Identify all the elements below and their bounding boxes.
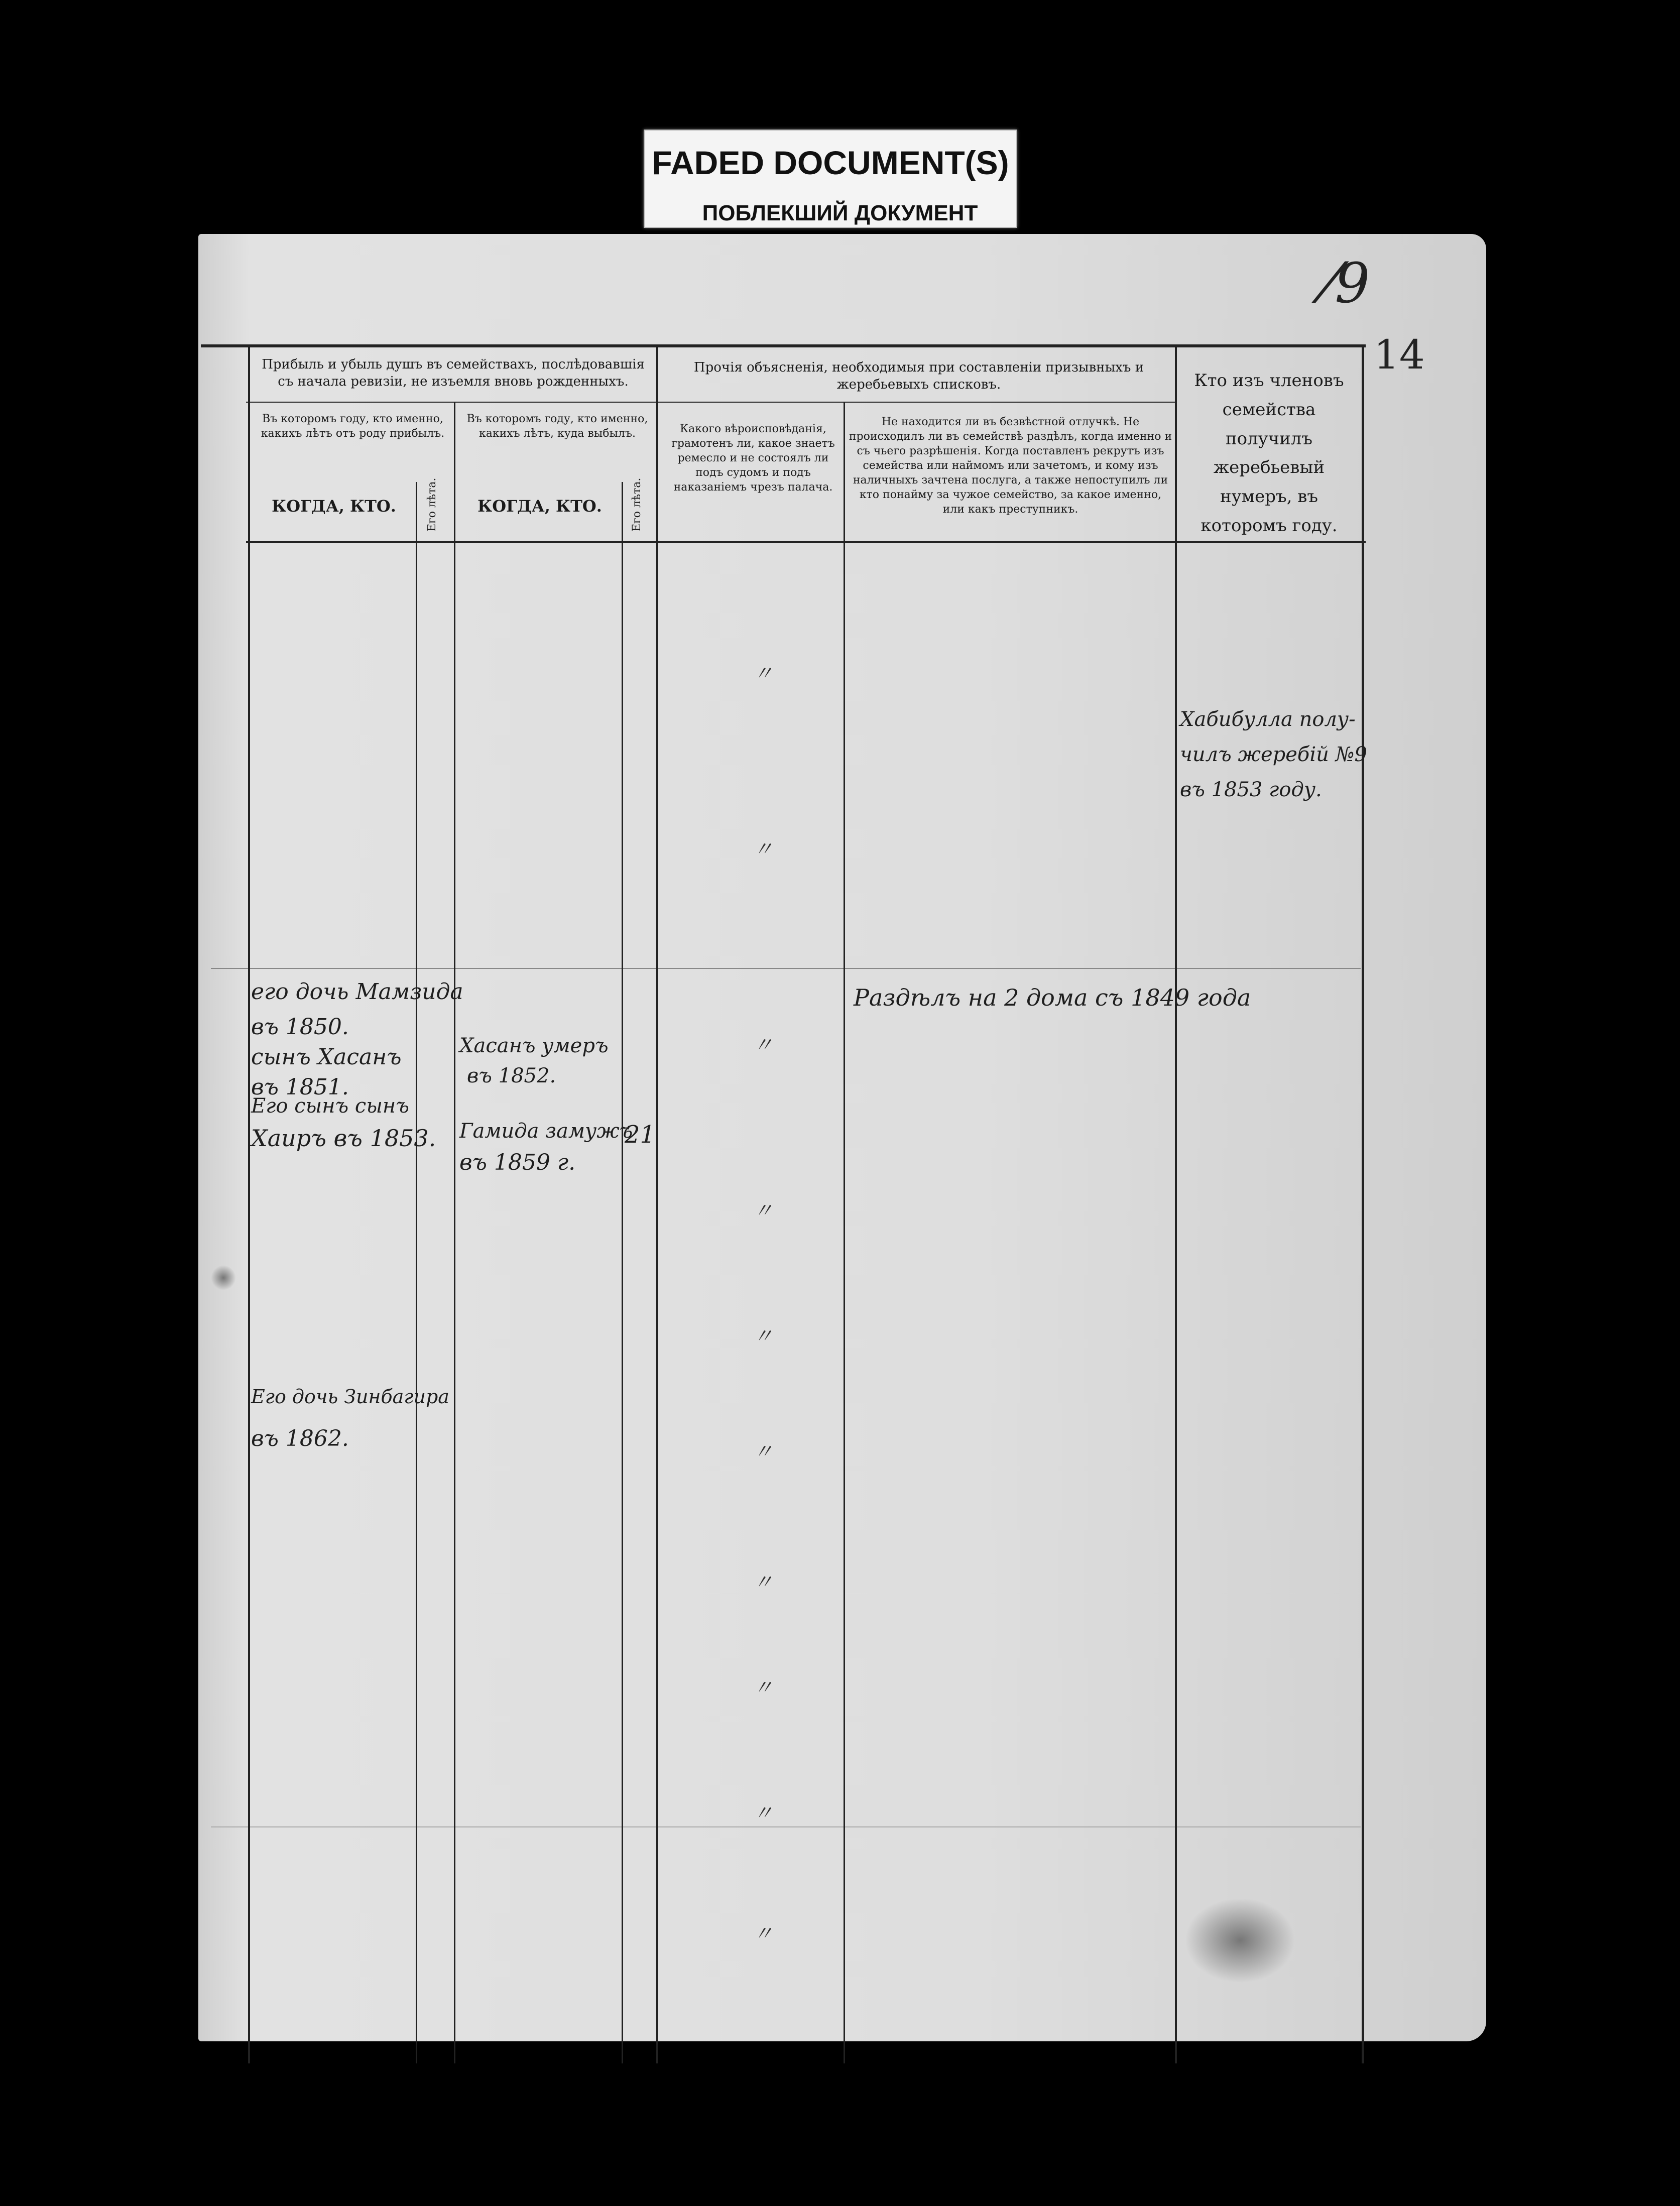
loss-entry-line-1: Хасанъ умеръ	[459, 1034, 609, 1057]
row-divider	[211, 968, 1361, 969]
loss-entry-line-2: въ 1852.	[467, 1064, 556, 1087]
column-rule	[1175, 346, 1177, 2063]
loss-entry-line-3: Гамида замужъ	[459, 1120, 633, 1143]
header-his-age-1: Его лѣта.	[426, 477, 438, 532]
ditto-mark-icon: 〃	[753, 662, 773, 685]
column-rule	[844, 402, 845, 2063]
loss-age-value: 21	[625, 1121, 656, 1149]
ditto-mark-icon: 〃	[753, 1571, 773, 1594]
stain-mark-icon	[1185, 1898, 1295, 1983]
gain-entry-line-5: Его сынъ сынъ	[251, 1094, 409, 1118]
column-rule	[656, 346, 658, 2063]
ditto-mark-icon: 〃	[753, 1922, 773, 1945]
ditto-mark-icon: 〃	[753, 838, 773, 861]
gain-entry-2-line-1: Его дочь Зинбагира	[251, 1386, 449, 1408]
label-title: FADED DOCUMENT(S)	[652, 144, 1009, 181]
lot-entry-line-1: Хабибулла полу-	[1180, 708, 1356, 731]
ditto-mark-icon: 〃	[753, 1440, 773, 1463]
ditto-mark-icon: 〃	[753, 1676, 773, 1699]
ditto-mark-icon: 〃	[753, 1034, 773, 1057]
pencil-mark-icon: ⁄9	[1326, 251, 1370, 315]
header-gain-loss: Прибыль и убыль душъ въ семействахъ, послѣдовавшія съ начала ревизіи, не изъемля вновь рожденныхъ.	[262, 357, 645, 389]
gain-entry-line-6: Хаиръ въ 1853.	[251, 1125, 436, 1152]
ditto-mark-icon: 〃	[753, 1802, 773, 1825]
header-loss-column: Въ которомъ году, кто именно, какихъ лѣтъ, куда выбылъ.	[466, 413, 648, 440]
column-rule-right	[1362, 346, 1364, 2063]
column-rule	[454, 402, 455, 2063]
column-rule	[622, 482, 623, 2063]
header-absence: Не находится ли въ безвѣстной отлучкѣ. Не происходилъ ли въ семействѣ раздѣлъ, когда именно и съ чьего разрѣшенія. Когда поставленъ рекрутъ изъ семейства или наймомъ или зачетомъ, и кому изъ наличныхъ зачтена послуга, а также непоступилъ ли кто понайму за чужое семейство, за какое именно, или какъ преступникъ.	[849, 416, 1172, 516]
gain-entry-2-line-2: въ 1862.	[251, 1426, 349, 1451]
gain-entry-line-1: его дочь Мамзида	[251, 979, 463, 1005]
label-subtitle: ПОБЛЕКШИЙ ДОКУМЕНТ	[702, 201, 978, 225]
stain-mark-icon	[211, 1265, 236, 1290]
header-when-who-1: КОГДА, КТО.	[272, 497, 396, 516]
table-top-rule	[201, 344, 1366, 347]
header-religion: Какого вѣроисповѣданія, грамотенъ ли, какое знаетъ ремесло и не состоялъ ли подъ судомъ и подъ наказаніемъ чрезъ палача.	[671, 423, 835, 494]
row-divider-lower	[211, 1826, 1361, 1827]
ditto-mark-icon: 〃	[753, 1325, 773, 1348]
header-bottom-rule	[246, 541, 1366, 543]
lot-entry-line-3: въ 1853 году.	[1180, 778, 1322, 801]
column-rule	[416, 482, 417, 2063]
division-entry: Раздѣлъ на 2 дома съ 1849 года	[854, 984, 1251, 1011]
header-lot: Кто изъ членовъ семейства получилъ жеребьевый нумеръ, въ которомъ году.	[1194, 371, 1344, 536]
gain-entry-line-3: сынъ Хасанъ	[251, 1044, 402, 1070]
gain-entry-line-2: въ 1850.	[251, 1014, 349, 1040]
header-when-who-2: КОГДА, КТО.	[477, 497, 602, 516]
lot-entry-line-2: чилъ жеребій №9	[1180, 743, 1367, 766]
folio-number: 14	[1374, 331, 1425, 378]
loss-entry-line-4: въ 1859 г.	[459, 1150, 576, 1175]
header-other: Прочія объясненія, необходимыя при составленіи призывныхъ и жеребьевыхъ списковъ.	[693, 360, 1144, 392]
header-divider	[246, 402, 1175, 403]
column-rule-left	[248, 346, 250, 2063]
header-gain-column: Въ которомъ году, кто именно, какихъ лѣтъ отъ роду прибылъ.	[261, 413, 445, 440]
header-his-age-2: Его лѣта.	[631, 477, 643, 532]
gain-entry-line-4: въ 1851.	[251, 1074, 349, 1100]
ditto-mark-icon: 〃	[753, 1199, 773, 1222]
